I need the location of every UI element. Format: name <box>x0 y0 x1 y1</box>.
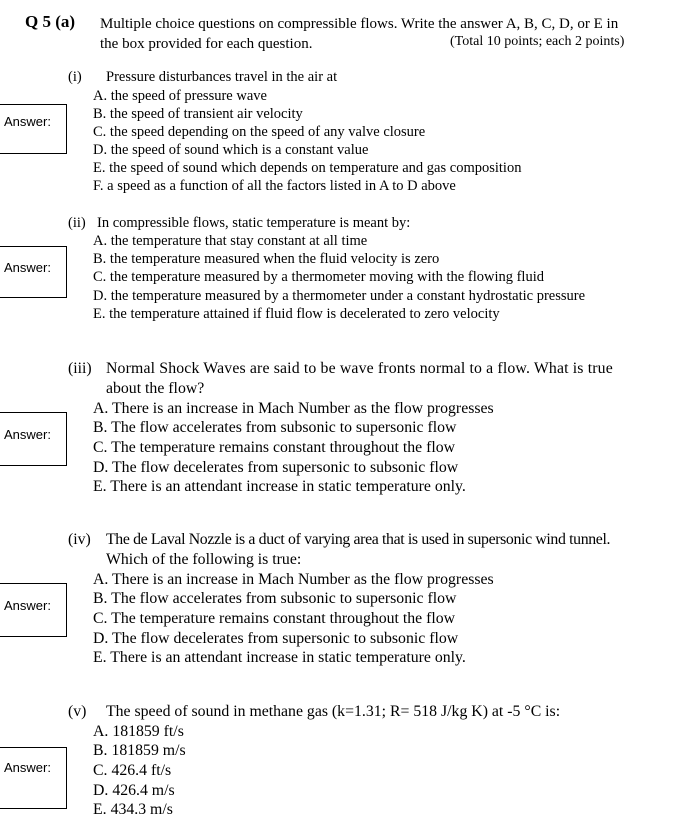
option-letter: A. <box>93 233 108 249</box>
option-letter: E. <box>93 478 107 495</box>
option-text: There is an increase in Mach Number as the flow progresses <box>112 571 494 588</box>
option-iv-a <box>93 570 494 590</box>
option-text: 181859 ft/s <box>112 723 184 740</box>
option-i-e <box>93 159 521 178</box>
option-text: the temperature attained if fluid flow is decelerated to zero velocity <box>109 306 500 322</box>
option-letter: A. <box>93 723 109 740</box>
option-i-c <box>93 123 425 142</box>
option-text: the temperature measured when the fluid velocity is zero <box>109 251 440 267</box>
option-letter: A. <box>93 88 108 104</box>
option-iv-e <box>93 648 466 668</box>
option-letter: D. <box>93 630 109 647</box>
option-v-c <box>93 761 171 781</box>
option-letter: A. <box>93 400 109 417</box>
option-ii-d <box>93 287 585 306</box>
option-ii-a <box>93 232 367 251</box>
option-letter: E. <box>93 649 107 666</box>
option-text: the temperature measured by a thermometer moving with the flowing fluid <box>109 269 544 285</box>
question-i-number: (i) <box>68 69 82 85</box>
option-text: The temperature remains constant throughout the flow <box>111 439 456 456</box>
option-text: 434.3 m/s <box>110 801 173 818</box>
answer-box-i[interactable] <box>0 104 67 154</box>
question-iv-stem-1: The de Laval Nozzle is a duct of varying area that is used in supersonic wind tunnel. <box>106 531 611 548</box>
answer-label: Answer: <box>4 598 51 613</box>
option-text: There is an attendant increase in static temperature only. <box>110 478 466 495</box>
answer-box-ii[interactable] <box>0 246 67 298</box>
option-text: The temperature remains constant throughout the flow <box>111 610 456 627</box>
question-iv-number: (iv) <box>68 531 91 548</box>
question-ii-number: (ii) <box>68 215 86 231</box>
option-i-f <box>93 177 456 196</box>
option-i-a <box>93 87 267 106</box>
option-text: The flow decelerates from supersonic to subsonic flow <box>112 459 459 476</box>
option-letter: D. <box>93 782 109 799</box>
option-i-d <box>93 141 368 160</box>
question-iii-stem-1: Normal Shock Waves are said to be wave fronts normal to a flow. What is true <box>106 360 613 377</box>
option-iv-b <box>93 589 456 609</box>
points-note: (Total 10 points; each 2 points) <box>450 34 625 49</box>
answer-box-v[interactable] <box>0 747 67 809</box>
option-letter: B. <box>93 251 107 267</box>
option-letter: C. <box>93 269 107 285</box>
answer-label: Answer: <box>4 427 51 442</box>
option-v-e <box>93 800 173 820</box>
option-ii-b <box>93 250 439 269</box>
option-text: the speed of sound which depends on temperature and gas composition <box>109 160 522 176</box>
option-text: the speed of pressure wave <box>110 88 267 104</box>
option-ii-c <box>93 268 544 287</box>
option-letter: E. <box>93 306 106 322</box>
option-iii-e <box>93 477 466 497</box>
question-iii-number: (iii) <box>68 360 92 377</box>
option-letter: D. <box>93 459 109 476</box>
option-letter: C. <box>93 610 108 627</box>
option-iii-d <box>93 458 458 478</box>
option-letter: B. <box>93 742 108 759</box>
question-iii-stem-2: about the flow? <box>106 380 205 397</box>
option-letter: B. <box>93 590 108 607</box>
option-text: the temperature that stay constant at all time <box>110 233 368 249</box>
option-iv-d <box>93 629 458 649</box>
instructions-line-2: the box provided for each question. <box>100 36 313 52</box>
answer-label: Answer: <box>4 114 51 129</box>
question-i-stem: Pressure disturbances travel in the air at <box>106 69 338 85</box>
option-text: the speed of transient air velocity <box>109 106 303 122</box>
option-iii-b <box>93 418 456 438</box>
option-v-b <box>93 741 186 761</box>
option-text: the temperature measured by a thermometer under a constant hydrostatic pressure <box>110 288 586 304</box>
option-v-a <box>93 722 184 742</box>
option-iii-c <box>93 438 455 458</box>
option-letter: C. <box>93 124 107 140</box>
question-v-number: (v) <box>68 703 87 720</box>
question-ii-stem: In compressible flows, static temperature is meant by: <box>97 215 411 231</box>
option-ii-e <box>93 305 500 324</box>
option-text: The flow accelerates from subsonic to supersonic flow <box>111 419 457 436</box>
option-text: 181859 m/s <box>111 742 186 759</box>
question-number: Q 5 (a) <box>25 12 76 31</box>
option-letter: E. <box>93 160 106 176</box>
option-iii-a <box>93 399 494 419</box>
answer-box-iv[interactable] <box>0 583 67 637</box>
option-letter: D. <box>93 288 108 304</box>
option-letter: C. <box>93 762 108 779</box>
option-letter: B. <box>93 106 107 122</box>
option-letter: C. <box>93 439 108 456</box>
option-i-b <box>93 105 303 124</box>
option-text: a speed as a function of all the factors listed in A to D above <box>107 178 456 194</box>
option-text: the speed of sound which is a constant value <box>110 142 369 158</box>
option-iv-c <box>93 609 455 629</box>
answer-label: Answer: <box>4 760 51 775</box>
option-text: The flow accelerates from subsonic to supersonic flow <box>111 590 457 607</box>
option-v-d <box>93 781 175 801</box>
option-letter: A. <box>93 571 109 588</box>
option-letter: D. <box>93 142 108 158</box>
option-text: There is an attendant increase in static temperature only. <box>110 649 466 666</box>
instructions-line-1: Multiple choice questions on compressible flows. Write the answer A, B, C, D, or E in <box>100 16 619 32</box>
question-v-stem: The speed of sound in methane gas (k=1.31; R= 518 J/kg K) at -5 °C is: <box>106 703 561 720</box>
option-text: 426.4 m/s <box>112 782 175 799</box>
option-letter: E. <box>93 801 107 818</box>
option-letter: F. <box>93 178 104 194</box>
answer-box-iii[interactable] <box>0 412 67 466</box>
option-text: There is an increase in Mach Number as the flow progresses <box>112 400 494 417</box>
option-text: 426.4 ft/s <box>111 762 172 779</box>
option-text: The flow decelerates from supersonic to subsonic flow <box>112 630 459 647</box>
option-letter: B. <box>93 419 108 436</box>
answer-label: Answer: <box>4 260 51 275</box>
option-text: the speed depending on the speed of any valve closure <box>109 124 426 140</box>
question-iv-stem-2: Which of the following is true: <box>106 551 302 568</box>
